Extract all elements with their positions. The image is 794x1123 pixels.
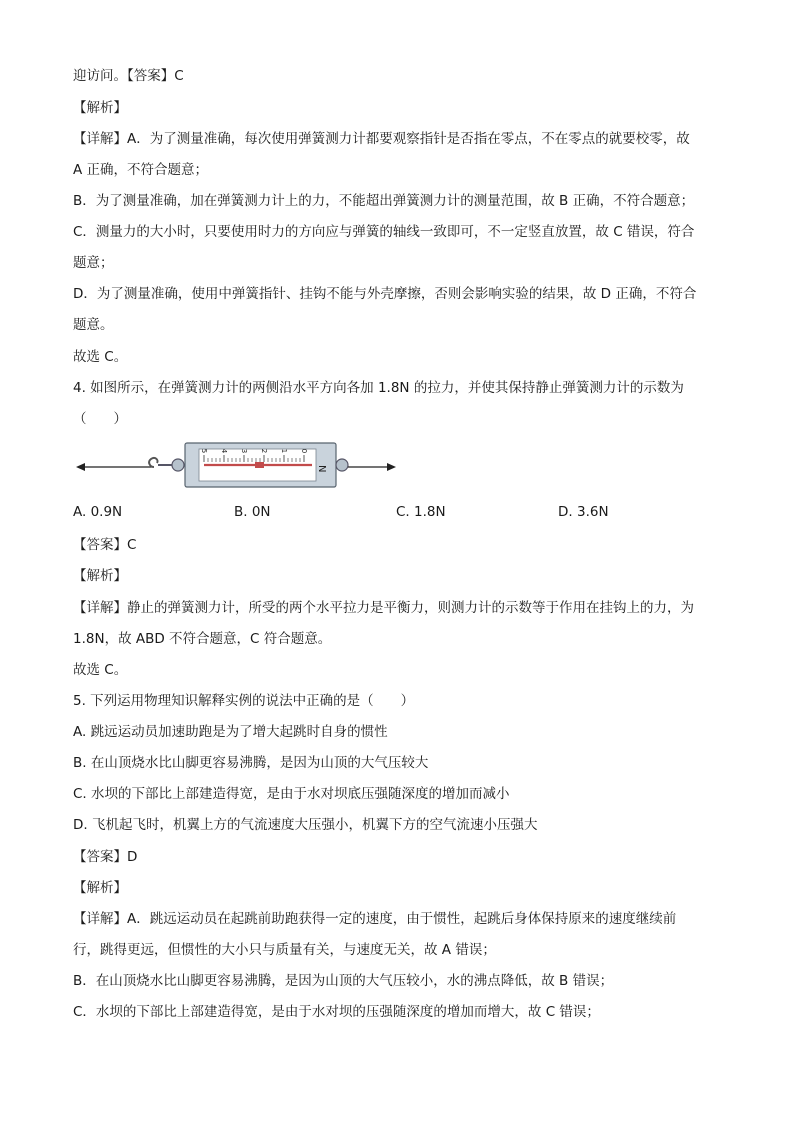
tick-label: 1: [280, 448, 288, 454]
option-b: B. 0N: [234, 504, 271, 520]
text-line: 【答案】C: [73, 537, 137, 553]
text-line: C．水坝的下部比上部建造得宽，是由于水对坝的压强随深度的增加而增大，故 C 错误；: [73, 1004, 600, 1020]
pointer: [255, 462, 264, 468]
text-line: 1.8N，故 ABD 不符合题意，C 符合题意。: [73, 631, 332, 647]
text-line: 行，跳得更远，但惯性的大小只与质量有关，与速度无关，故 A 错误；: [73, 942, 496, 958]
text-line: 故选 C。: [73, 662, 128, 678]
right-ring: [336, 459, 348, 471]
question-5-stem: 5. 下列运用物理知识解释实例的说法中正确的是（ ）: [73, 693, 415, 709]
text-line: 【详解】静止的弹簧测力计，所受的两个水平拉力是平衡力，则测力计的示数等于作用在挂钩上的力，为: [73, 600, 694, 616]
option-b: B. 在山顶烧水比山脚更容易沸腾，是因为山顶的大气压较大: [73, 755, 429, 771]
text-line: 【解析】: [73, 880, 127, 896]
question-4-bracket: （ ）: [73, 411, 127, 427]
text-line: 迎访问。【答案】C: [73, 68, 184, 84]
question-4-options: [73, 504, 723, 524]
option-d: D. 飞机起飞时，机翼上方的气流速度大压强小，机翼下方的空气流速小压强大: [73, 817, 538, 833]
option-a: A. 跳远运动员加速助跑是为了增大起跳时自身的惯性: [73, 724, 388, 740]
question-4-stem: 4. 如图所示，在弹簧测力计的两侧沿水平方向各加 1.8N 的拉力，并使其保持静止弹簧测力计的示数为: [73, 380, 684, 396]
option-c: C. 水坝的下部比上部建造得宽，是由于水对坝底压强随深度的增加而减小: [73, 786, 510, 802]
tick-label: 4: [220, 448, 228, 454]
right-force-arrow: [348, 463, 396, 471]
tick-label: 2: [260, 448, 268, 454]
text-line: 故选 C。: [73, 349, 128, 365]
text-line: C．测量力的大小时，只要使用时力的方向应与弹簧的轴线一致即可，不一定竖直放置，故 C 错误，符合: [73, 224, 695, 240]
option-c: C. 1.8N: [396, 504, 446, 520]
hook: [149, 458, 157, 467]
text-line: 【详解】A．跳远运动员在起跳前助跑获得一定的速度，由于惯性，起跳后身体保持原来的速度继续前: [73, 911, 677, 927]
spring-scale-figure: [72, 438, 402, 492]
text-line: 【答案】D: [73, 849, 138, 865]
tick-label: 5: [200, 448, 208, 454]
text-line: 【解析】: [73, 100, 127, 116]
unit-label: N: [316, 465, 327, 473]
text-line: 【详解】A．为了测量准确，每次使用弹簧测力计都要观察指针是否指在零点，不在零点的就要校零，故: [73, 131, 690, 147]
tick-label: 3: [240, 448, 248, 454]
text-line: 题意。: [73, 317, 114, 333]
text-line: B．在山顶烧水比山脚更容易沸腾，是因为山顶的大气压较小，水的沸点降低，故 B 错误；: [73, 973, 614, 989]
option-a: A. 0.9N: [73, 504, 123, 520]
text-line: 题意；: [73, 255, 114, 271]
option-d: D. 3.6N: [558, 504, 609, 520]
left-ring: [172, 459, 184, 471]
text-line: B．为了测量准确，加在弹簧测力计上的力，不能超出弹簧测力计的测量范围，故 B 正确，不符合题意；: [73, 193, 695, 209]
text-line: 【解析】: [73, 568, 127, 584]
left-force-arrow: [76, 463, 154, 471]
text-line: D．为了测量准确，使用中弹簧指针、挂钩不能与外壳摩擦，否则会影响实验的结果，故 D 正确，不符合: [73, 286, 697, 302]
text-line: A 正确，不符合题意；: [73, 162, 209, 178]
tick-label: 0: [300, 448, 308, 454]
